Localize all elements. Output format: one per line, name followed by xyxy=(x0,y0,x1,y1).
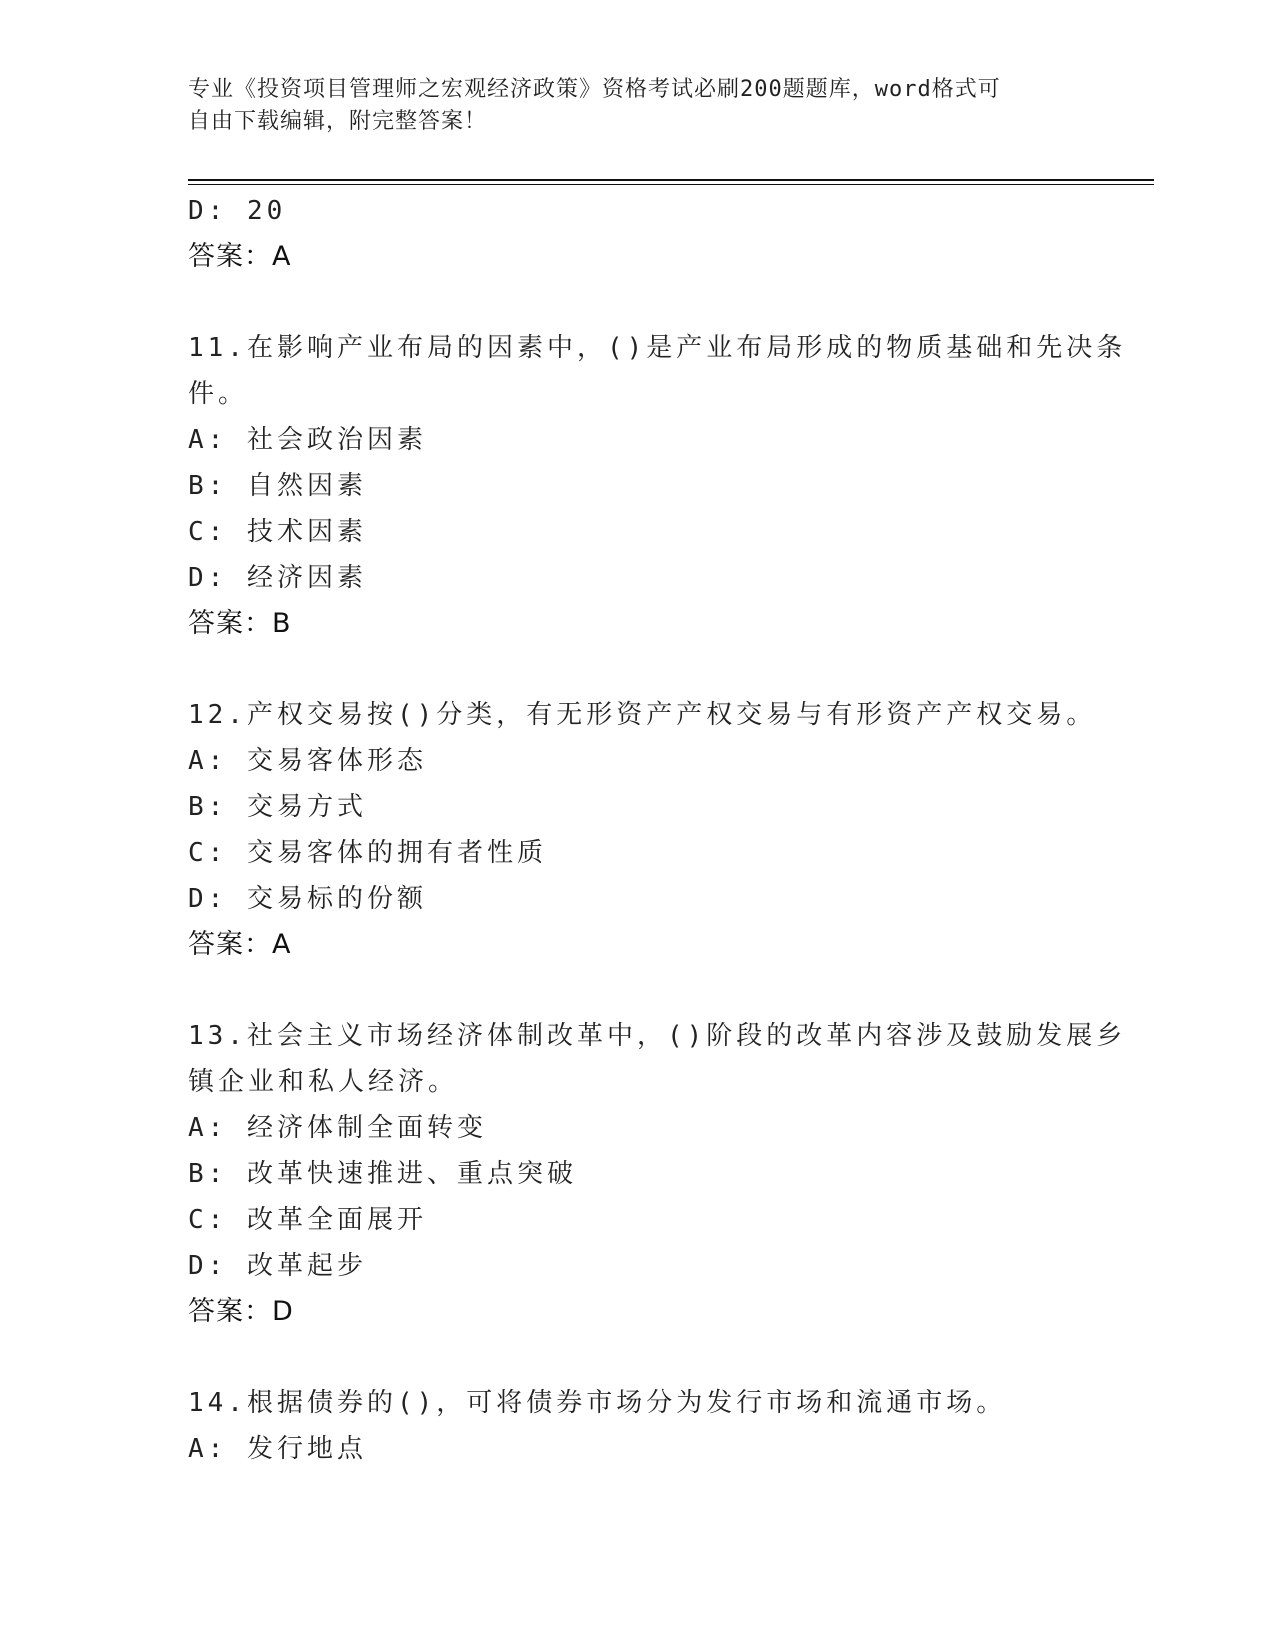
question-14-text-1: 14.根据债券的()，可将债券市场分为发行市场和流通市场。 xyxy=(188,1388,1007,1418)
question-13-answer: 答案：D xyxy=(188,1296,294,1327)
question-12-option-b: B: 交易方式 xyxy=(188,792,367,822)
question-14 xyxy=(188,1380,1108,1472)
question-13-option-a: A: 经济体制全面转变 xyxy=(188,1113,487,1143)
question-11-answer: 答案：B xyxy=(188,608,292,639)
question-13-option-d: D: 改革起步 xyxy=(188,1251,367,1281)
question-11-option-b: B: 自然因素 xyxy=(188,471,367,501)
question-12 xyxy=(188,692,1108,968)
question-13-option-b: B: 改革快速推进、重点突破 xyxy=(188,1159,577,1189)
question-12-option-c: C: 交易客体的拥有者性质 xyxy=(188,838,547,868)
header-line-1: 专业《投资项目管理师之宏观经济政策》资格考试必刷200题题库，word格式可 xyxy=(188,77,1001,102)
question-11-text-2: 件。 xyxy=(188,379,249,409)
question-12-text-1: 12.产权交易按()分类，有无形资产产权交易与有形资产产权交易。 xyxy=(188,700,1097,730)
question-11-option-a: A: 社会政治因素 xyxy=(188,425,427,455)
question-11-option-d: D: 经济因素 xyxy=(188,563,367,593)
question-13-option-c: C: 改革全面展开 xyxy=(188,1205,427,1235)
question-13-text-1: 13.社会主义市场经济体制改革中，()阶段的改革内容涉及鼓励发展乡 xyxy=(188,1021,1127,1051)
option-d-10: D: 20 xyxy=(188,196,287,226)
spacer xyxy=(188,1335,1108,1380)
question-13 xyxy=(188,1013,1127,1335)
header-divider-thin xyxy=(188,184,1154,185)
spacer xyxy=(188,280,1108,325)
spacer xyxy=(188,968,1108,1013)
question-13-text-2: 镇企业和私人经济。 xyxy=(188,1067,459,1097)
question-11-text-1: 11.在影响产业布局的因素中，()是产业布局形成的物质基础和先决条 xyxy=(188,333,1127,363)
answer-10: 答案：A xyxy=(188,241,292,272)
question-12-option-d: D: 交易标的份额 xyxy=(188,884,427,914)
header-line-2: 自由下载编辑，附完整答案！ xyxy=(188,109,488,134)
header-divider-thick xyxy=(188,179,1154,181)
question-11-option-c: C: 技术因素 xyxy=(188,517,367,547)
question-11 xyxy=(188,325,1127,647)
document-header xyxy=(188,74,1088,138)
spacer xyxy=(188,647,1108,692)
question-list xyxy=(188,188,1127,1472)
question-12-answer: 答案：A xyxy=(188,929,292,960)
question-14-option-a: A: 发行地点 xyxy=(188,1434,367,1464)
question-12-option-a: A: 交易客体形态 xyxy=(188,746,427,776)
